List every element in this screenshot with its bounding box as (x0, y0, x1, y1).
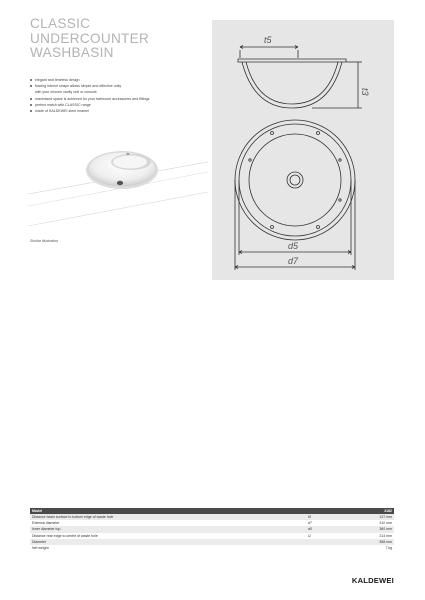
table-row: Distance basin surface to bottom edge of waste hole t5 137 mm (32, 515, 392, 520)
title-line-1: CLASSIC (30, 16, 91, 31)
title-line-2: UNDERCOUNTER (30, 30, 150, 46)
feature-list (30, 77, 215, 114)
product-illustration (28, 132, 208, 232)
dim-label-t5: t5 (264, 35, 272, 45)
feature-item: flowing interior shape allows simple and effective unity with your chosen vanity unit or console (30, 83, 215, 95)
illustration-caption: Similar illustration (30, 239, 59, 243)
table-row: Distance rear edge to centre of waste hole l2 214 mm (32, 533, 392, 538)
feature-item: maximised space is achieved for your bathroom accessories and fittings (30, 96, 215, 102)
table-row: External diameter d7 410 mm (32, 521, 392, 526)
dim-label-d7: d7 (288, 256, 299, 266)
feature-item: perfect match with CLASSIC range (30, 102, 215, 108)
dim-label-d5: d5 (288, 241, 299, 251)
dim-label-t3: t3 (360, 88, 370, 96)
table-row: Inner diameter top d5 360 mm (32, 527, 392, 532)
feature-item: made of KALDEWEI steel enamel (30, 108, 215, 114)
header-model: Model (30, 508, 340, 514)
table-row: Diameter 358 mm (32, 539, 392, 544)
brand-logo: KALDEWEI (351, 576, 394, 585)
specification-table (30, 508, 394, 551)
title-line-3: WASHBASIN (30, 45, 114, 60)
product-title (30, 17, 200, 61)
feature-item: elegant and timeless design (30, 77, 215, 83)
table-row: Net weight 7 kg (32, 546, 392, 551)
technical-drawing (212, 20, 394, 280)
header-model-number: 3182 (340, 508, 394, 514)
